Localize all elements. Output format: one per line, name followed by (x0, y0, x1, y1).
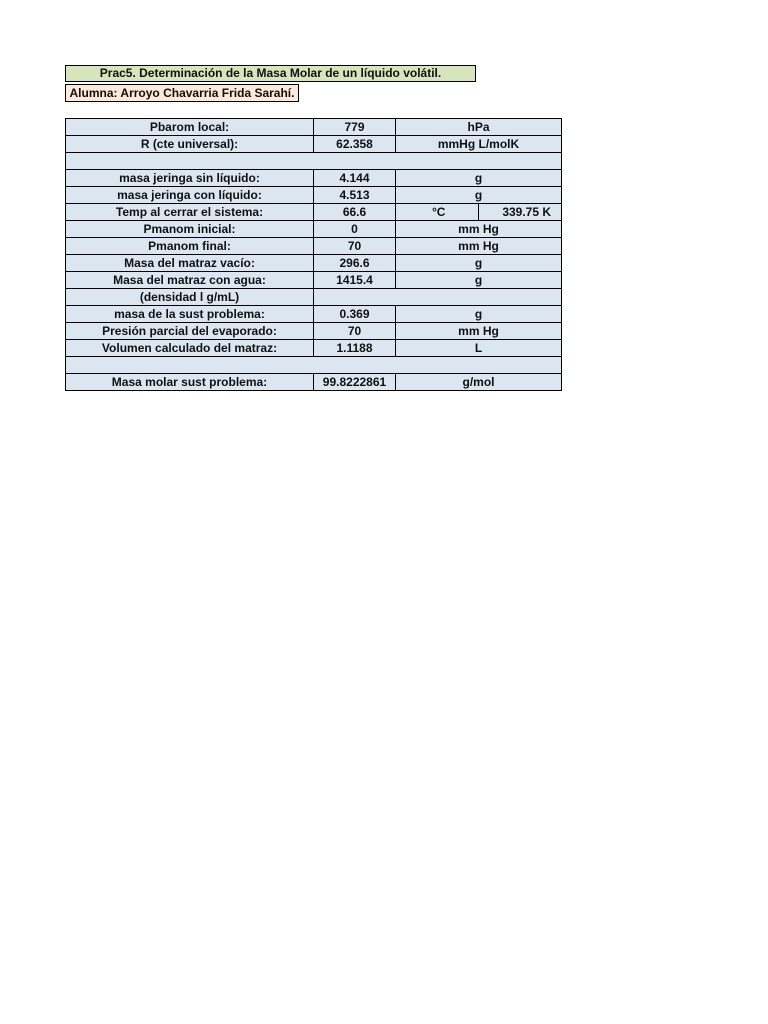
table-row (66, 136, 562, 153)
row-label: Presión parcial del evaporado: (66, 323, 314, 340)
blank-cell (66, 357, 562, 374)
row-value: 99.8222861 (314, 374, 396, 391)
table-row (66, 255, 562, 272)
row-value: 1415.4 (314, 272, 396, 289)
row-value: 779 (314, 119, 396, 136)
row-value: 70 (314, 238, 396, 255)
table-row (66, 221, 562, 238)
row-unit: g (396, 187, 562, 204)
row-unit: g (396, 170, 562, 187)
table-row (66, 340, 562, 357)
row-label: Masa del matraz vacío: (66, 255, 314, 272)
table-row (66, 119, 562, 136)
row-value: 296.6 (314, 255, 396, 272)
data-table (65, 118, 562, 391)
row-unit: g/mol (396, 374, 562, 391)
row-unit: g (396, 255, 562, 272)
row-value: 4.144 (314, 170, 396, 187)
row-label: Masa molar sust problema: (66, 374, 314, 391)
row-value: 70 (314, 323, 396, 340)
row-unit: hPa (396, 119, 562, 136)
row-label: masa jeringa con líquido: (66, 187, 314, 204)
row-label: Masa del matraz con agua: (66, 272, 314, 289)
row-value: 0.369 (314, 306, 396, 323)
row-unit: mm Hg (396, 323, 562, 340)
blank-row (66, 153, 562, 170)
row-label: Pmanom final: (66, 238, 314, 255)
row-unit: °C (396, 204, 479, 221)
row-value: 62.358 (314, 136, 396, 153)
row-value: 66.6 (314, 204, 396, 221)
table-row (66, 323, 562, 340)
table-row (66, 170, 562, 187)
row-unit: mmHg L/molK (396, 136, 562, 153)
table-row (66, 238, 562, 255)
row-value (314, 289, 562, 306)
row-label: masa jeringa sin líquido: (66, 170, 314, 187)
table-row (66, 306, 562, 323)
row-unit-kelvin: 339.75 K (479, 204, 562, 221)
row-unit: g (396, 306, 562, 323)
table-row (66, 272, 562, 289)
table-row (66, 204, 562, 221)
row-label: (densidad l g/mL) (66, 289, 314, 306)
row-label: masa de la sust problema: (66, 306, 314, 323)
practice-title: Prac5. Determinación de la Masa Molar de un líquido volátil. (65, 65, 476, 82)
row-value: 0 (314, 221, 396, 238)
row-value: 1.1188 (314, 340, 396, 357)
table-row (66, 374, 562, 391)
table-row (66, 187, 562, 204)
row-unit: mm Hg (396, 238, 562, 255)
blank-row (66, 357, 562, 374)
row-value: 4.513 (314, 187, 396, 204)
row-label: Volumen calculado del matraz: (66, 340, 314, 357)
row-unit: mm Hg (396, 221, 562, 238)
row-unit: g (396, 272, 562, 289)
row-label: Pbarom local: (66, 119, 314, 136)
row-label: Temp al cerrar el sistema: (66, 204, 314, 221)
row-label: R (cte universal): (66, 136, 314, 153)
row-unit: L (396, 340, 562, 357)
blank-cell (66, 153, 562, 170)
table-row (66, 289, 562, 306)
row-label: Pmanom inicial: (66, 221, 314, 238)
author-label: Alumna: Arroyo Chavarria Frida Sarahí. (65, 84, 299, 102)
